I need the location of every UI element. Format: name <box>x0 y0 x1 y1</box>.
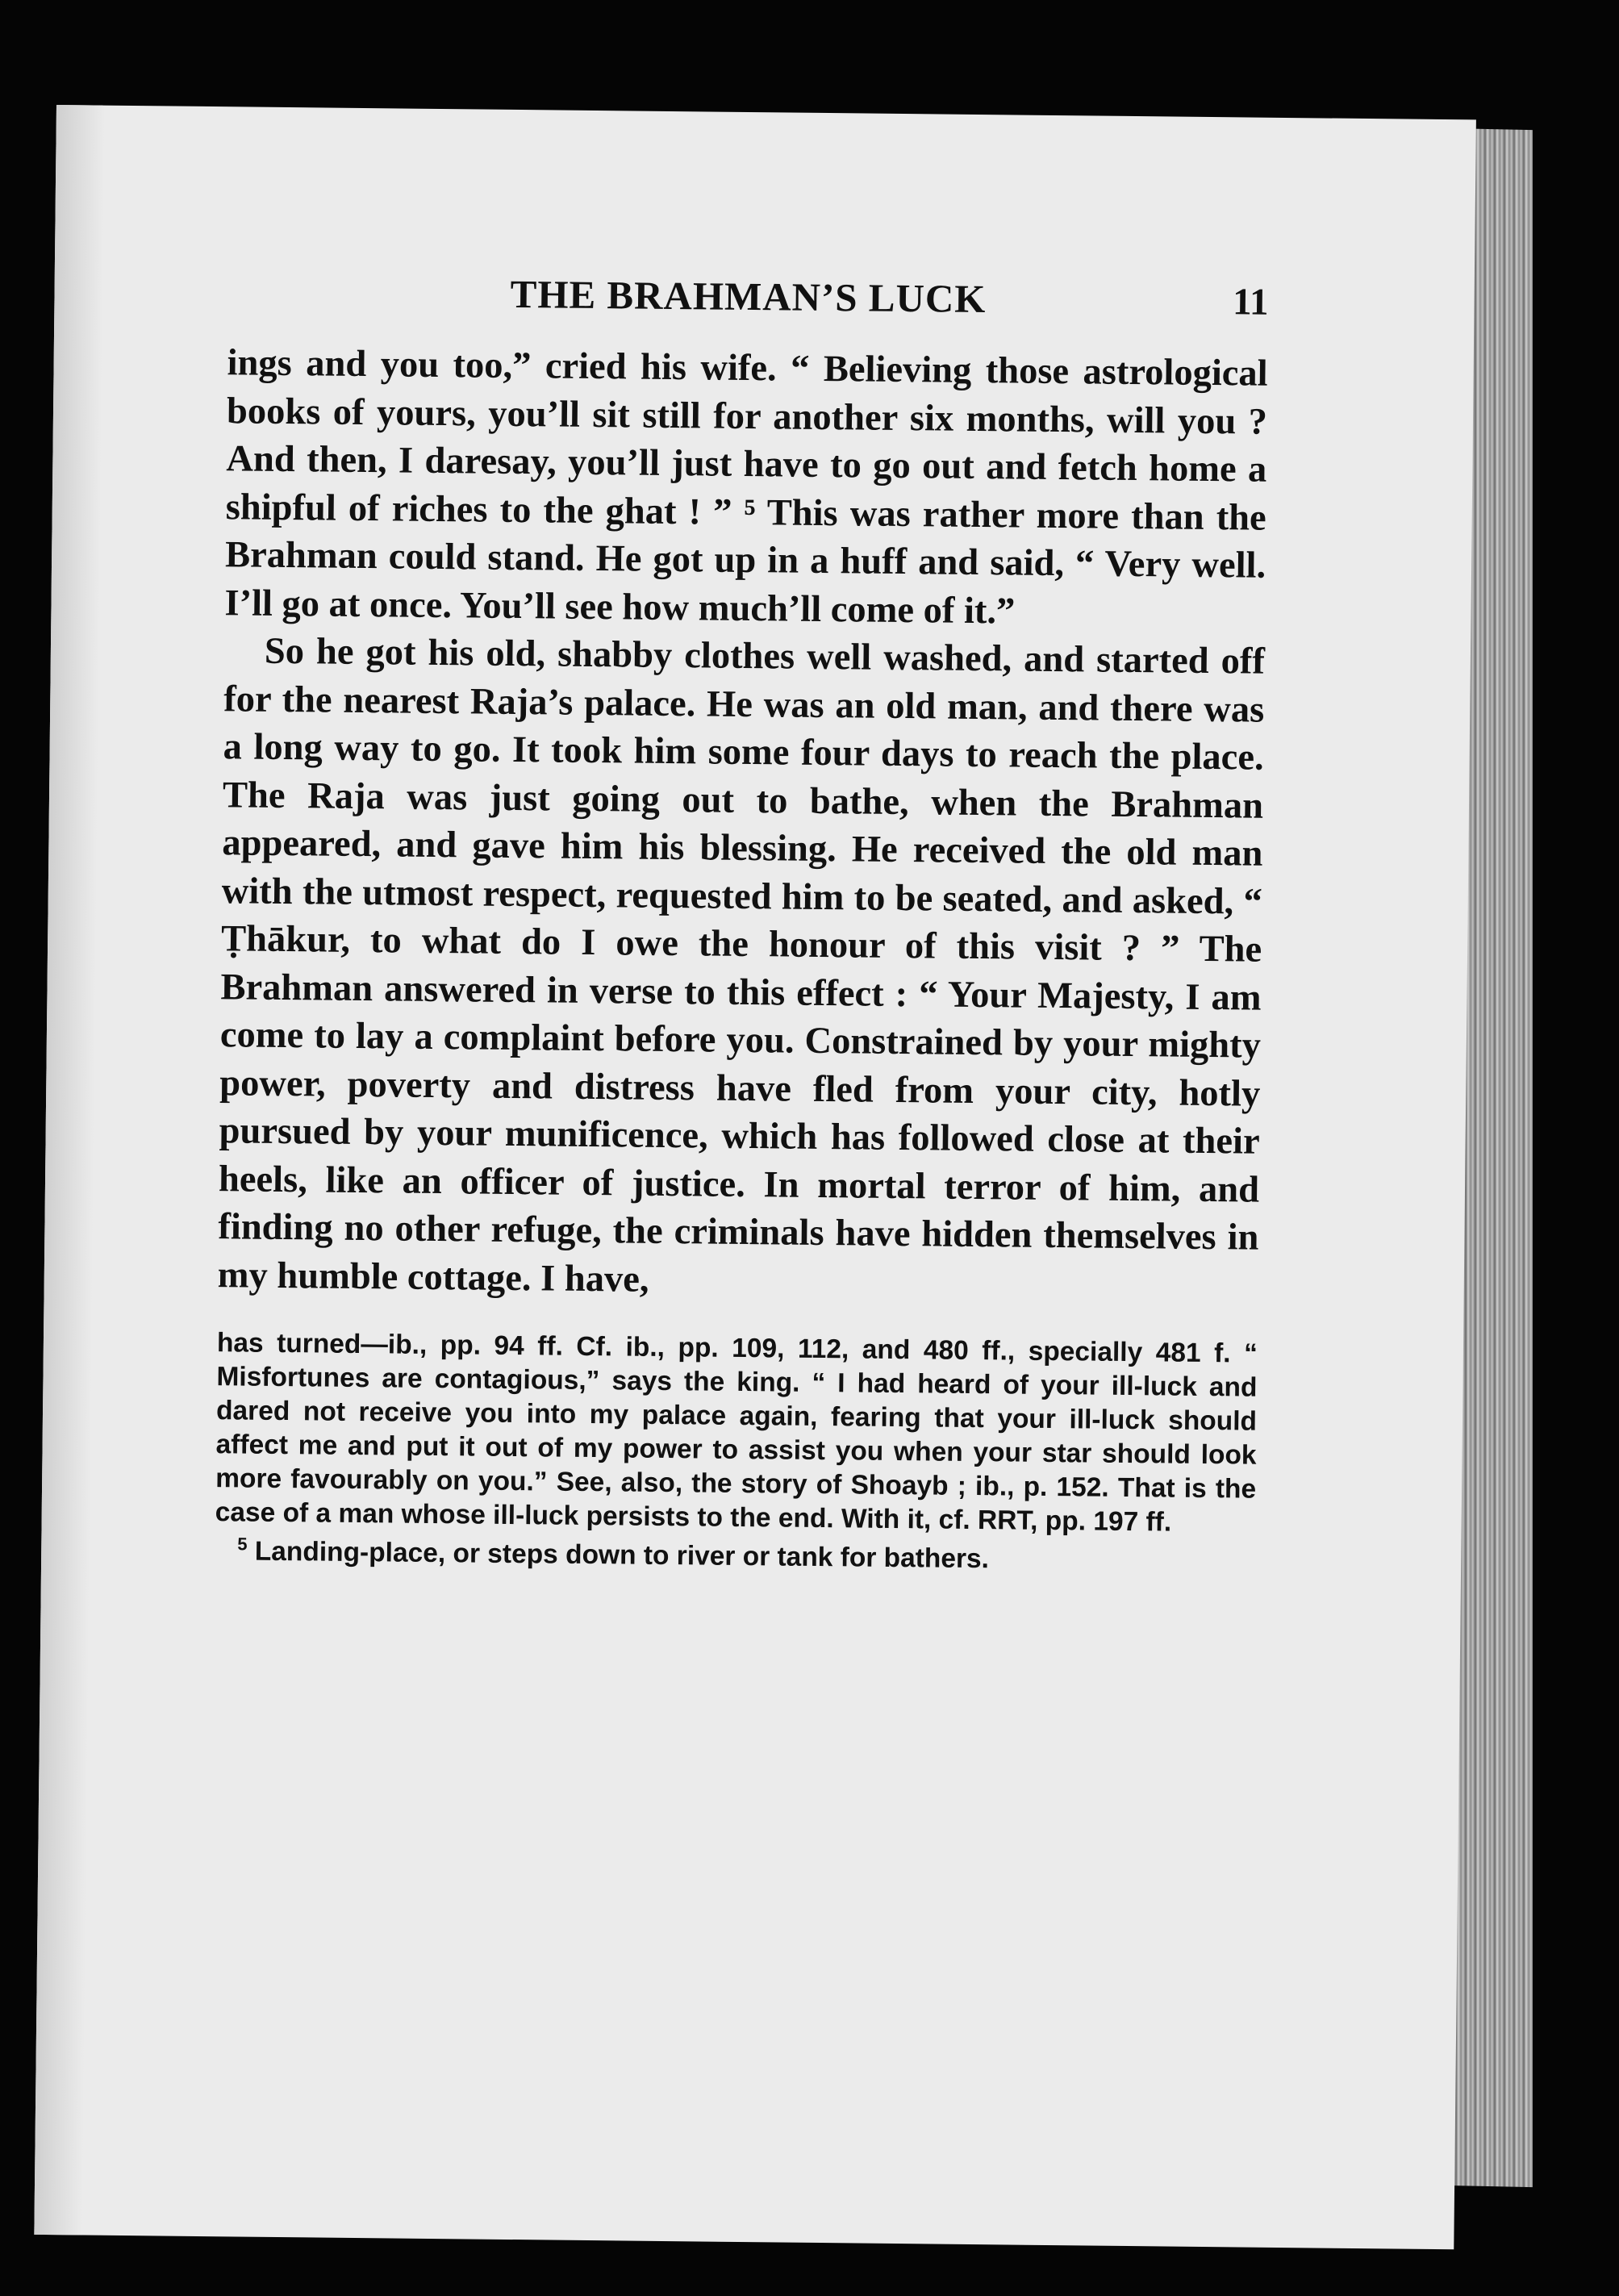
running-title: THE BRAHMAN’S LUCK <box>510 271 987 322</box>
paragraph-1: ings and you too,” cried his wife. “ Believing those astrological books of yours, you’ll sit still for another six months, will you ? And then, I daresay, you’ll just have to go out and fetch home a shipful of riches to the ghat ! ” ⁵ This was rather more than the Brahman could stand. He got up in a huff and said, “ Very well. I’ll go at once. You’ll see how much’ll come of it.” <box>224 342 1268 632</box>
footnote-continued: has turned—ib., pp. 94 ff. Cf. ib., pp. 109, 112, and 480 ff., specially 481 f. “ Misfortunes are contagious,” says the king. “ I had heard of your ill-luck and dared not receive you into my palace again, fearing that your ill-luck should affect me and put it out of my power to assist you when your star should look more favourably on you.” See, also, the story of Shoayb ; ib., p. 152. That is the case of a man whose ill-luck persists to the end. With it, cf. RRT, pp. 197 ff. <box>215 1328 1258 1538</box>
footnotes <box>215 1326 1258 1579</box>
paragraph-2: So he got his old, shabby clothes well washed, and started off for the nearest Raja’s palace. He was an old man, and there was a long way to go. It took him some four days to reach the place. The Raja was just going out to bathe, when the Brahman appeared, and gave him his blessing. He received the old man with the utmost respect, requested him to be seated, and asked, “ Ṭhākur, to what do I owe the honour of this visit ? ” The Brahman answered in verse to this effect : “ Your Majesty, I am come to lay a complaint before you. Constrained by your mighty power, poverty and distress have fled from your city, hotly pursued by your munificence, which has followed close at their heels, like an officer of justice. In mortal terror of him, and finding no other refuge, the criminals have hidden themselves in my humble cottage. I have, <box>217 630 1266 1300</box>
page-number: 11 <box>1232 281 1269 324</box>
text-block <box>215 268 1269 1579</box>
body-text <box>218 339 1268 1309</box>
footnote-5-text: Landing-place, or steps down to river or tank for bathers. <box>254 1536 990 1575</box>
book-page <box>34 105 1476 2249</box>
running-head <box>227 268 1269 336</box>
footnote-5 <box>215 1534 1255 1580</box>
spine-shadow <box>34 105 105 2235</box>
footnote-5-marker: 5 <box>237 1534 248 1555</box>
